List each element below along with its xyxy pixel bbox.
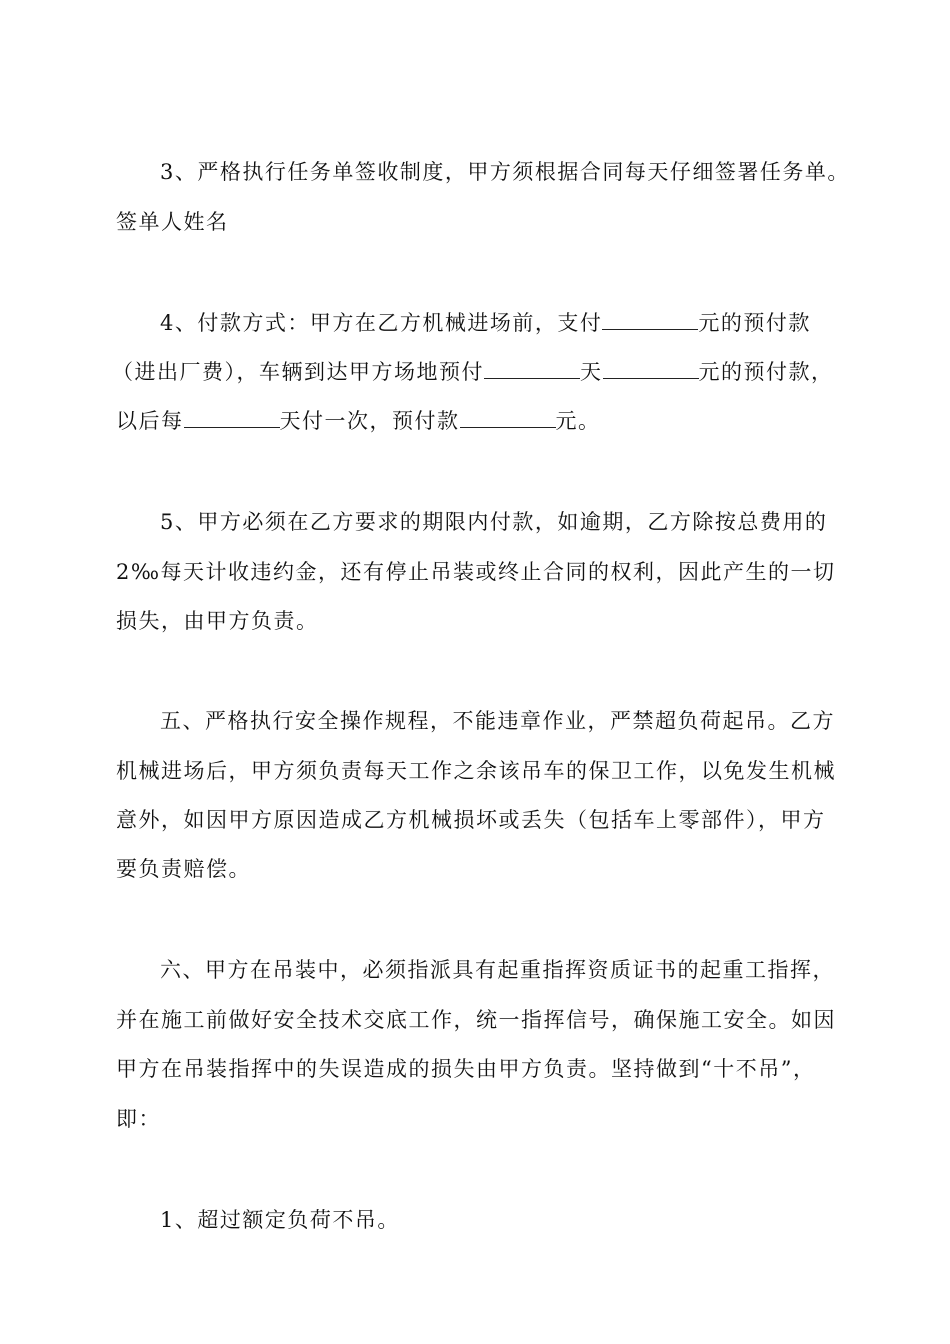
section-six-line-3: 甲方在吊装指挥中的失误造成的损失由甲方负责。坚持做到“十不吊”，	[116, 1057, 816, 1081]
clause-4-text: 元的预付款，	[698, 360, 834, 384]
clause-3-line-2: 签单人姓名	[116, 210, 229, 234]
fill-blank	[603, 358, 699, 379]
clause-4-text: 4、付款方式：甲方在乙方机械进场前，支付	[160, 311, 603, 335]
section-five-line-3: 意外，如因甲方原因造成乙方机械损坏或丢失（包括车上零部件），甲方	[116, 808, 826, 832]
fill-blank	[460, 407, 556, 428]
section-five-line-2: 机械进场后，甲方须负责每天工作之余该吊车的保卫工作，以免发生机械	[116, 759, 836, 783]
section-five-line-1: 五、严格执行安全操作规程，不能违章作业，严禁超负荷起吊。乙方	[160, 709, 835, 733]
clause-4-text: 以后每	[116, 409, 184, 433]
clause-4-line-3	[116, 407, 601, 435]
clause-4-text: （进出厂费），车辆到达甲方场地预付	[112, 360, 484, 384]
section-five-line-4: 要负责赔偿。	[116, 857, 251, 881]
clause-4-line-1	[160, 309, 811, 337]
section-six-line-4: 即：	[116, 1107, 161, 1131]
rule-item-1: 1、超过额定负荷不吊。	[160, 1208, 400, 1232]
clause-5-line-1: 5、甲方必须在乙方要求的期限内付款，如逾期，乙方除按总费用的	[160, 510, 828, 534]
fill-blank	[602, 309, 698, 330]
clause-4-text: 天	[580, 360, 603, 384]
clause-5-line-2: 2‰每天计收违约金，还有停止吊装或终止合同的权利，因此产生的一切	[116, 560, 836, 584]
clause-3-line-1: 3、严格执行任务单签收制度，甲方须根据合同每天仔细签署任务单。	[160, 160, 850, 184]
fill-blank	[184, 407, 280, 428]
clause-5-line-3: 损失，由甲方负责。	[116, 609, 319, 633]
clause-4-text: 元的预付款	[698, 311, 811, 335]
section-six-line-1: 六、甲方在吊装中，必须指派具有起重指挥资质证书的起重工指挥，	[160, 958, 835, 982]
clause-4-line-2	[112, 358, 834, 386]
clause-4-text: 天付一次，预付款	[279, 409, 460, 433]
section-six-line-2: 并在施工前做好安全技术交底工作，统一指挥信号，确保施工安全。如因	[116, 1008, 836, 1032]
fill-blank	[484, 358, 580, 379]
clause-4-text: 元。	[555, 409, 601, 433]
